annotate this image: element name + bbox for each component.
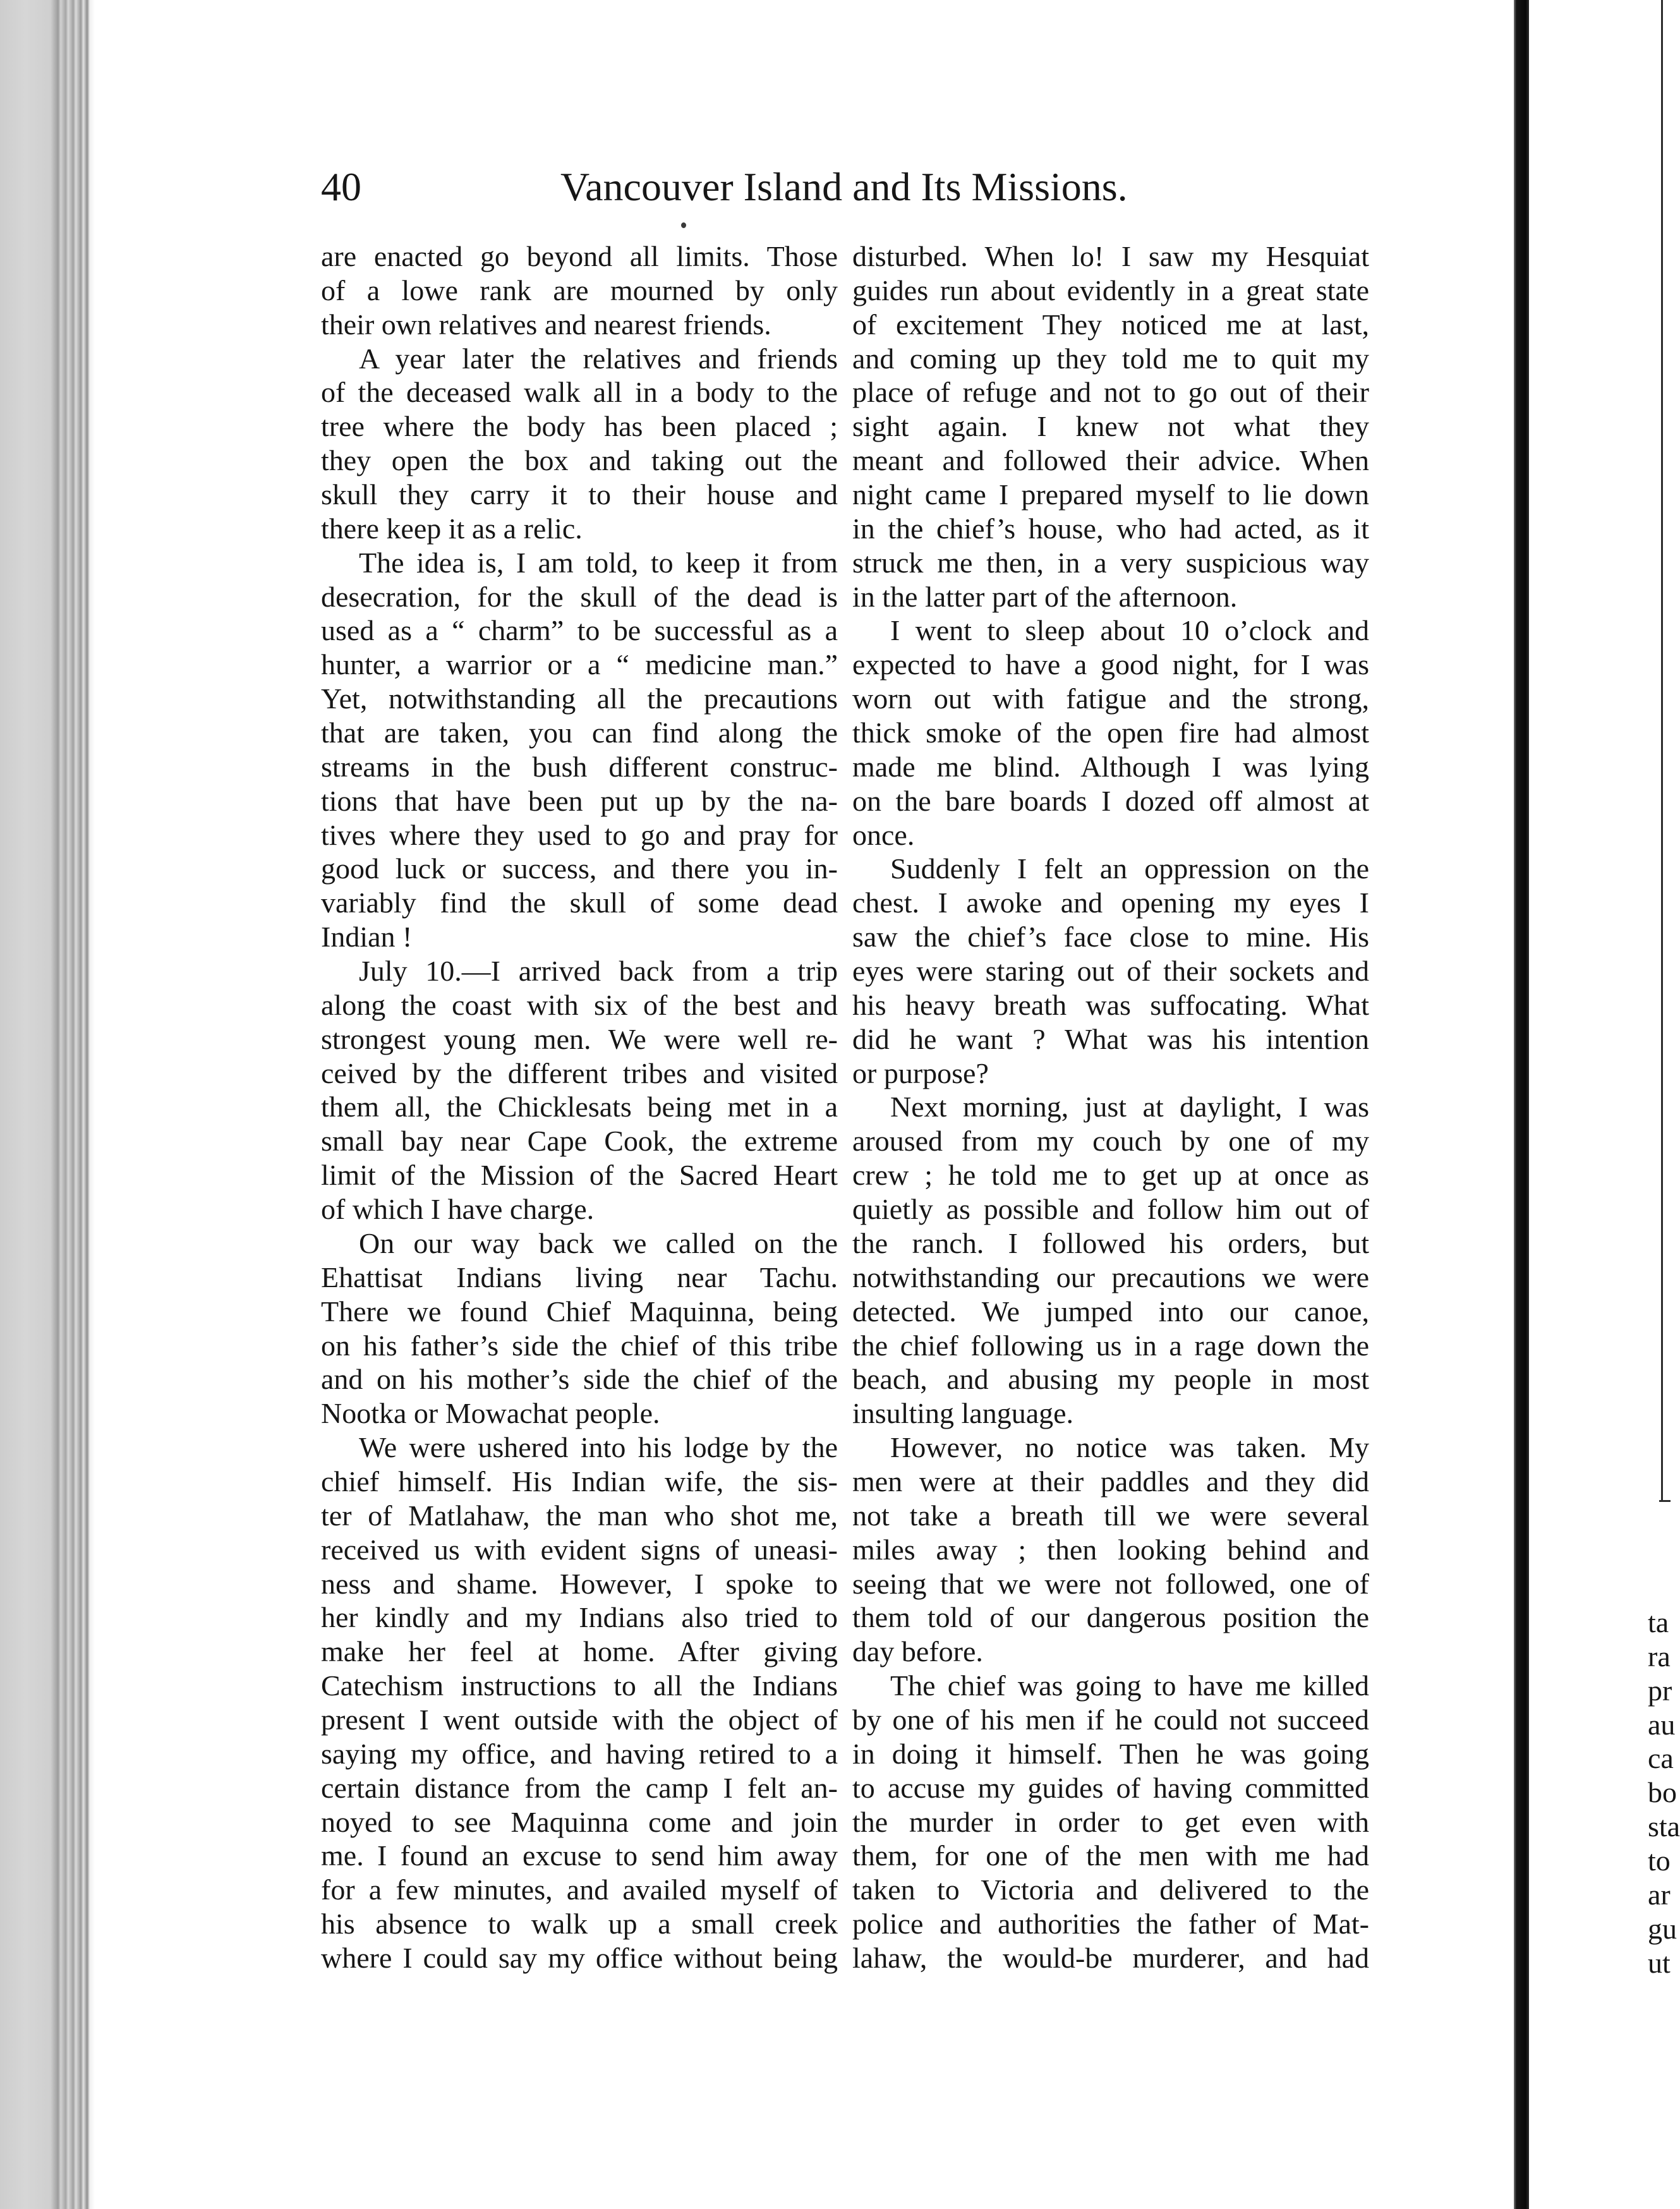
paragraph bbox=[852, 1669, 1369, 1975]
text-line: and on his mother’s side the chief of the bbox=[321, 1363, 838, 1396]
facing-page-line-start: au bbox=[1648, 1708, 1676, 1741]
page-number: 40 bbox=[321, 164, 361, 209]
paragraph bbox=[321, 1226, 838, 1431]
right-text-column bbox=[852, 239, 1369, 1975]
text-line: of a lowe rank are mourned by only bbox=[321, 274, 838, 306]
text-line: limit of the Mission of the Sacred Heart bbox=[321, 1159, 838, 1192]
text-line: Nootka or Mowachat people. bbox=[321, 1397, 660, 1430]
text-line: her kindly and my Indians also tried to bbox=[321, 1601, 838, 1634]
text-line: are enacted go beyond all limits. Those bbox=[321, 240, 838, 272]
text-line: thick smoke of the open fire had almost bbox=[852, 717, 1369, 749]
facing-page-line-start: pr bbox=[1648, 1674, 1672, 1707]
text-line: On our way back we called on the bbox=[359, 1226, 838, 1259]
text-line: Next morning, just at daylight, I was bbox=[890, 1091, 1369, 1123]
text-line: there keep it as a relic. bbox=[321, 512, 583, 545]
text-line: that are taken, you can find along the bbox=[321, 717, 838, 749]
text-line: tives where they used to go and pray for bbox=[321, 818, 838, 851]
text-line: eyes were staring out of their sockets and bbox=[852, 955, 1369, 988]
text-line: strongest young men. We were well re- bbox=[321, 1022, 838, 1055]
text-line: detected. We jumped into our canoe, bbox=[852, 1295, 1369, 1328]
text-line: struck me then, in a very suspicious way bbox=[852, 546, 1369, 579]
text-line: chest. I awoke and opening my eyes I bbox=[852, 887, 1369, 919]
text-line: ceived by the different tribes and visited bbox=[321, 1056, 838, 1089]
text-line: once. bbox=[852, 818, 915, 851]
text-line: A year later the relatives and friends bbox=[359, 342, 838, 375]
text-line: his absence to walk up a small creek bbox=[321, 1908, 838, 1940]
facing-page-line-start: gu bbox=[1648, 1912, 1677, 1945]
text-line: Suddenly I felt an oppression on the bbox=[890, 852, 1369, 885]
text-line: insulting language. bbox=[852, 1397, 1074, 1430]
facing-page-line-start: ra bbox=[1648, 1640, 1671, 1673]
text-line: expected to have a good night, for I was bbox=[852, 648, 1369, 681]
paragraph bbox=[321, 954, 838, 1226]
text-line: meant and followed their advice. When bbox=[852, 444, 1369, 477]
text-line: not take a breath till we were several bbox=[852, 1499, 1369, 1532]
text-line: police and authorities the father of Mat- bbox=[852, 1908, 1369, 1940]
text-line: on his father’s side the chief of this tribe bbox=[321, 1329, 838, 1362]
paragraph bbox=[321, 546, 838, 954]
text-line: I went to sleep about 10 o’clock and bbox=[890, 614, 1369, 647]
text-line: of excitement They noticed me at last, bbox=[852, 308, 1369, 341]
text-line: for a few minutes, and availed myself of bbox=[321, 1873, 838, 1906]
facing-page-line-start: sta bbox=[1648, 1810, 1680, 1843]
text-line: tree where the body has been placed ; bbox=[321, 410, 838, 443]
facing-page-line-start: ut bbox=[1648, 1946, 1671, 1979]
text-line: saw the chief’s face close to mine. His bbox=[852, 921, 1369, 953]
text-line: in the chief’s house, who had acted, as it bbox=[852, 512, 1369, 545]
text-line: ness and shame. However, I spoke to bbox=[321, 1567, 838, 1600]
text-line: night came I prepared myself to lie down bbox=[852, 478, 1369, 511]
text-line: certain distance from the camp I felt an- bbox=[321, 1771, 838, 1804]
text-line: seeing that we were not followed, one of bbox=[852, 1567, 1369, 1600]
facing-page-line-start: to bbox=[1648, 1844, 1671, 1877]
paragraph bbox=[852, 614, 1369, 852]
text-line: the ranch. I followed his orders, but bbox=[852, 1226, 1369, 1259]
text-line: of the deceased walk all in a body to the bbox=[321, 376, 838, 409]
text-line: July 10.—I arrived back from a trip bbox=[359, 955, 838, 988]
facing-page-line-start: ar bbox=[1648, 1878, 1671, 1911]
paragraph bbox=[321, 342, 838, 546]
text-line: made me blind. Although I was lying bbox=[852, 750, 1369, 783]
text-line: make her feel at home. After giving bbox=[321, 1635, 838, 1668]
facing-page-line-start: bo bbox=[1648, 1776, 1677, 1809]
paragraph bbox=[321, 239, 838, 342]
text-line: beach, and abusing my people in most bbox=[852, 1363, 1369, 1396]
text-line: they open the box and taking out the bbox=[321, 444, 838, 477]
text-line: did he want ? What was his intention bbox=[852, 1022, 1369, 1055]
text-line: Yet, notwithstanding all the precautions bbox=[321, 682, 838, 715]
text-line: by one of his men if he could not succeed bbox=[852, 1703, 1369, 1736]
text-line: chief himself. His Indian wife, the sis- bbox=[321, 1465, 838, 1498]
text-line: present I went outside with the object of bbox=[321, 1703, 838, 1736]
text-line: them told of our dangerous position the bbox=[852, 1601, 1369, 1634]
facing-page-line-start: ca bbox=[1648, 1742, 1674, 1775]
text-line: aroused from my couch by one of my bbox=[852, 1125, 1369, 1158]
text-line: noyed to see Maquinna come and join bbox=[321, 1805, 838, 1838]
text-line: them all, the Chicklesats being met in a bbox=[321, 1091, 838, 1123]
text-line: notwithstanding our precautions we were bbox=[852, 1261, 1369, 1293]
text-line: in the latter part of the afternoon. bbox=[852, 580, 1238, 613]
text-line: place of refuge and not to go out of their bbox=[852, 376, 1369, 409]
text-line: me. I found an excuse to send him away bbox=[321, 1839, 838, 1872]
facing-page-line-start: ta bbox=[1648, 1606, 1669, 1638]
text-line: disturbed. When lo! I saw my Hesquiat bbox=[852, 240, 1369, 272]
text-line: good luck or success, and there you in- bbox=[321, 852, 838, 885]
text-line: The idea is, I am told, to keep it from bbox=[359, 546, 838, 579]
paragraph bbox=[852, 1431, 1369, 1669]
text-line: to accuse my guides of having committed bbox=[852, 1771, 1369, 1804]
text-line: skull they carry it to their house and bbox=[321, 478, 838, 511]
text-line: men were at their paddles and they did bbox=[852, 1465, 1369, 1498]
text-line: tions that have been put up by the na- bbox=[321, 784, 838, 817]
paragraph bbox=[852, 852, 1369, 1090]
text-line: streams in the bush different construc- bbox=[321, 750, 838, 783]
text-line: saying my office, and having retired to a bbox=[321, 1737, 838, 1770]
text-line: worn out with fatigue and the strong, bbox=[852, 682, 1369, 715]
facing-page-frame-vertical bbox=[1661, 0, 1663, 1501]
text-line: miles away ; then looking behind and bbox=[852, 1533, 1369, 1566]
text-line: received us with evident signs of uneasi- bbox=[321, 1533, 838, 1566]
text-line: the murder in order to get even with bbox=[852, 1805, 1369, 1838]
facing-page-text-fragment bbox=[1648, 1606, 1680, 1980]
binding-gutter-shadow bbox=[0, 0, 95, 2209]
text-line: his heavy breath was suffocating. What bbox=[852, 988, 1369, 1021]
text-line: their own relatives and nearest friends. bbox=[321, 308, 771, 341]
text-line: However, no notice was taken. My bbox=[890, 1431, 1369, 1464]
text-line: small bay near Cape Cook, the extreme bbox=[321, 1125, 838, 1158]
text-line: of which I have charge. bbox=[321, 1193, 595, 1226]
text-line: variably find the skull of some dead bbox=[321, 887, 838, 919]
text-line: taken to Victoria and delivered to the bbox=[852, 1873, 1369, 1906]
text-line: Indian ! bbox=[321, 921, 413, 953]
paragraph bbox=[852, 1090, 1369, 1431]
text-line: The chief was going to have me killed bbox=[890, 1669, 1369, 1702]
text-line: in doing it himself. Then he was going bbox=[852, 1737, 1369, 1770]
text-line: desecration, for the skull of the dead is bbox=[321, 580, 838, 613]
text-line: There we found Chief Maquinna, being bbox=[321, 1295, 838, 1328]
ink-speck bbox=[681, 222, 686, 228]
paragraph bbox=[321, 1431, 838, 1975]
text-line: guides run about evidently in a great state bbox=[852, 274, 1369, 306]
text-line: on the bare boards I dozed off almost at bbox=[852, 784, 1369, 817]
text-line: Catechism instructions to all the Indians bbox=[321, 1669, 838, 1702]
facing-page-frame-horizontal bbox=[1659, 1500, 1671, 1502]
text-line: Ehattisat Indians living near Tachu. bbox=[321, 1261, 838, 1293]
text-line: quietly as possible and follow him out of bbox=[852, 1193, 1369, 1226]
text-line: day before. bbox=[852, 1635, 983, 1668]
text-line: crew ; he told me to get up at once as bbox=[852, 1159, 1369, 1192]
text-line: the chief following us in a rage down the bbox=[852, 1329, 1369, 1362]
text-line: ter of Matlahaw, the man who shot me, bbox=[321, 1499, 838, 1532]
text-line: hunter, a warrior or a “ medicine man.” bbox=[321, 648, 838, 681]
text-line: along the coast with six of the best and bbox=[321, 988, 838, 1021]
text-line: used as a “ charm” to be successful as a bbox=[321, 614, 838, 647]
text-line: or purpose? bbox=[852, 1056, 989, 1089]
running-title: Vancouver Island and Its Missions. bbox=[560, 164, 1128, 209]
text-line: sight again. I knew not what they bbox=[852, 410, 1369, 443]
left-text-column bbox=[321, 239, 838, 1975]
page-edge-shadow bbox=[1514, 0, 1529, 2209]
text-line: them, for one of the men with me had bbox=[852, 1839, 1369, 1872]
paragraph bbox=[852, 239, 1369, 614]
text-line: We were ushered into his lodge by the bbox=[359, 1431, 838, 1464]
text-line: and coming up they told me to quit my bbox=[852, 342, 1369, 375]
text-line: lahaw, the would-be murderer, and had bbox=[852, 1941, 1369, 1974]
text-line: where I could say my office without being bbox=[321, 1941, 838, 1974]
